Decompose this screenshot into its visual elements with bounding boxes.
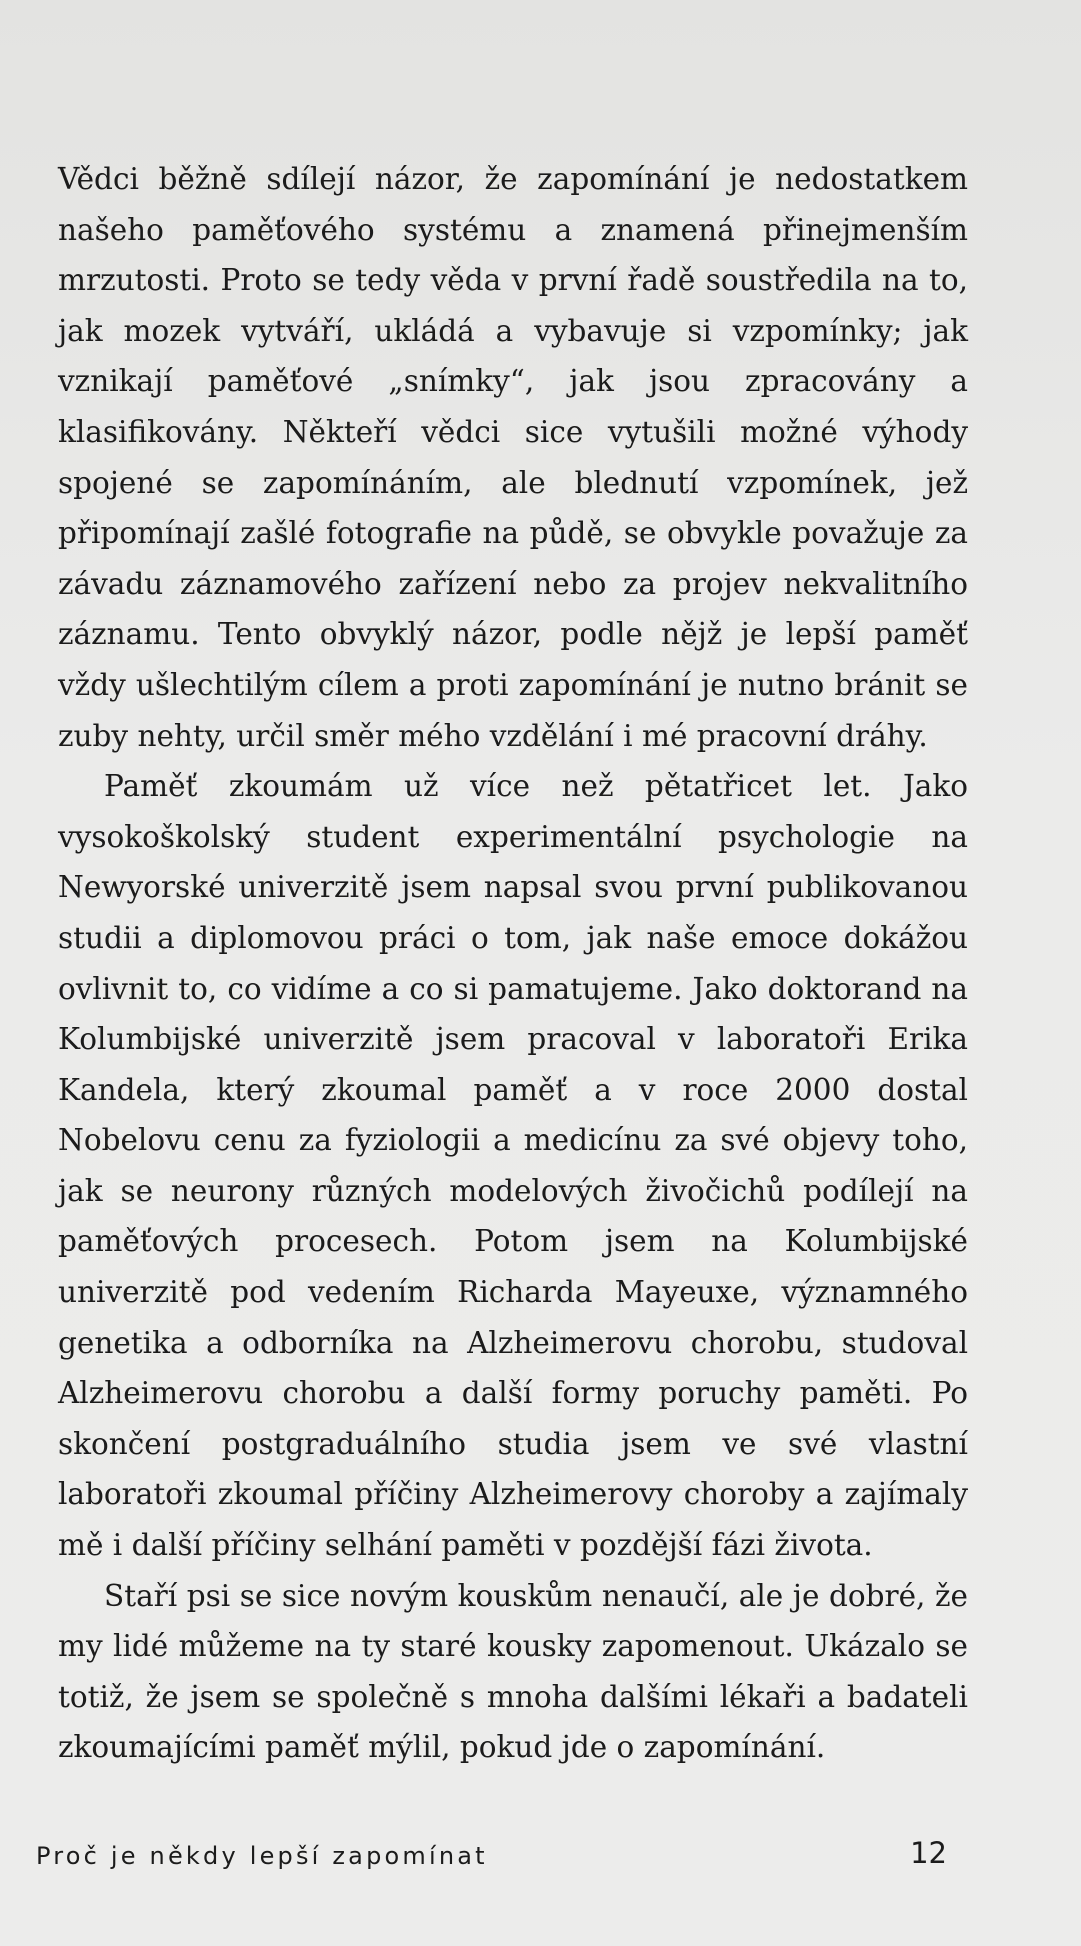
- paragraph-2: Paměť zkoumám už více než pětatřicet let. Jako vysokoškolský student experimentální psychologie na Newyorské univerzitě jsem napsal svou první publikovanou studii a diplomovou práci o tom, jak naše emoce dokážou ovlivnit to, co vidíme a co si pamatujeme. Jako doktorand na Kolumbijské univerzitě jsem pracoval v laboratoři Erika Kandela, který zkoumal paměť a v roce 2000 dostal Nobelovu cenu za fyziologii a medicínu za své objevy toho, jak se neurony různých modelových živočichů podílejí na paměťových procesech. Potom jsem na Kolumbijské univerzitě pod vedením Richarda Mayeuxe, významného genetika a odborníka na Alzheimerovu chorobu, studoval Alzheimerovu chorobu a další formy poruchy paměti. Po skončení postgraduálního studia jsem ve své vlastní laboratoři zkoumal příčiny Alzheimerovy choroby a zajímaly mě i další příčiny selhání paměti v pozdější fázi života.: [58, 769, 968, 1563]
- paragraph-1: Vědci běžně sdílejí názor, že zapomínání je nedostatkem našeho paměťového systému a znamená přinejmenším mrzutosti. Proto se tedy věda v první řadě soustředila na to, jak mozek vytváří, ukládá a vybavuje si vzpomínky; jak vznikají paměťové „snímky“, jak jsou zpracovány a klasifikovány. Někteří vědci sice vytušili možné výhody spojené se zapomínáním, ale blednutí vzpomínek, jež připomínají zašlé fotografie na půdě, se obvykle považuje za závadu záznamového zařízení nebo za projev nekvalitního záznamu. Tento obvyklý názor, podle nějž je lepší paměť vždy ušlechtilým cílem a proti zapomínání je nutno bránit se zuby nehty, určil směr mého vzdělání i mé pracovní dráhy.: [58, 162, 968, 753]
- body-text: [58, 154, 968, 1773]
- paragraph-3: Staří psi se sice novým kouskům nenaučí, ale je dobré, že my lidé můžeme na ty staré kousky zapomenout. Ukázalo se totiž, že jsem se společně s mnoha dalšími lékaři a badateli zkoumajícími paměť mýlil, pokud jde o zapomínání.: [58, 1578, 968, 1765]
- page-number: 12: [910, 1836, 947, 1870]
- running-title: Proč je někdy lepší zapomínat: [36, 1842, 488, 1870]
